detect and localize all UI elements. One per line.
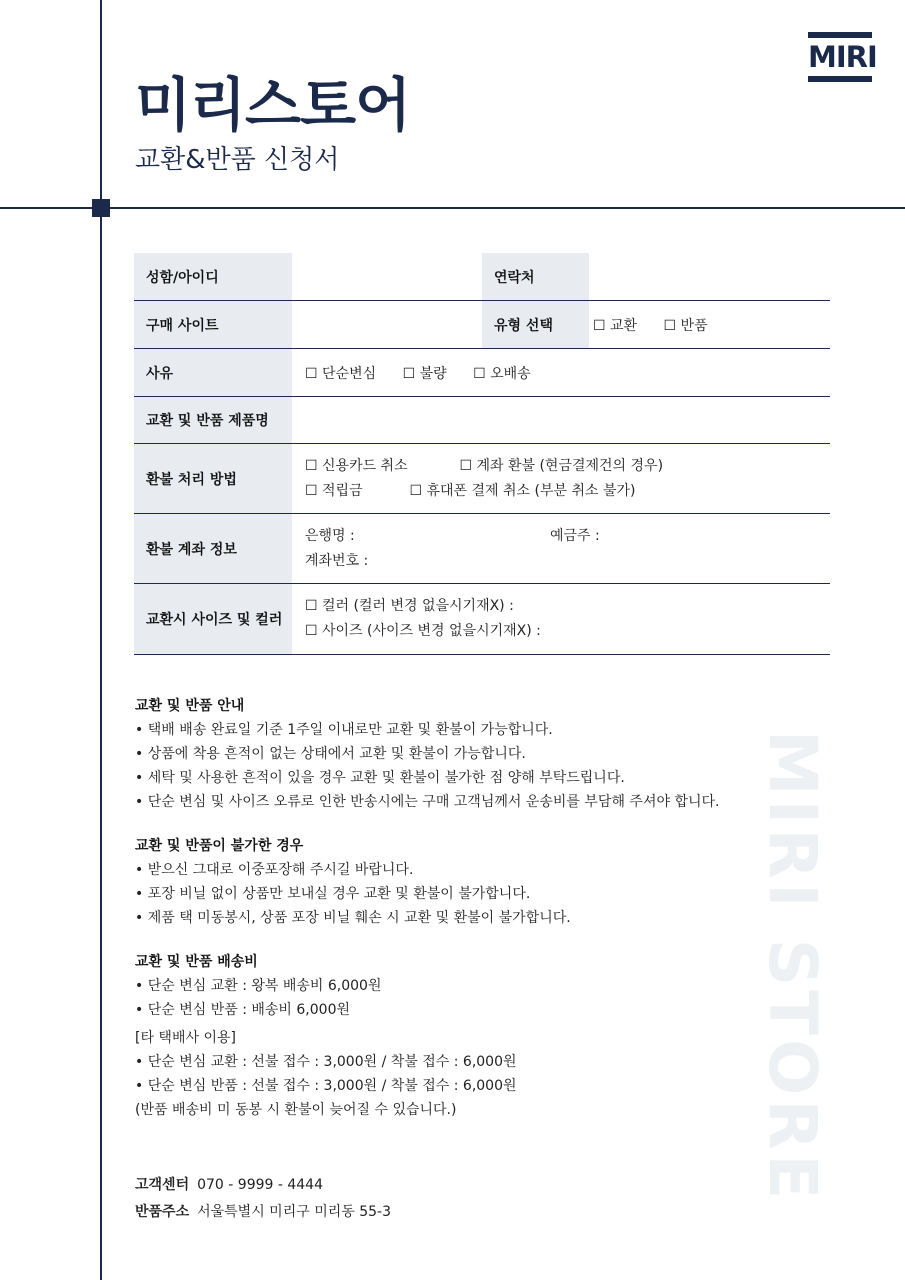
table-row — [134, 514, 830, 584]
vertical-rule — [100, 0, 102, 1280]
list-item: • 단순 변심 교환 : 왕복 배송비 6,000원 — [135, 978, 382, 994]
list-item: • 단순 변심 및 사이즈 오류로 인한 반송시에는 구매 고객님께서 운송비를 부담해 주셔야 합니다. — [135, 794, 720, 810]
refund-method-label: 환불 처리 방법 — [134, 444, 292, 514]
table-row — [134, 444, 830, 514]
center-phone: 070 - 9999 - 4444 — [197, 1177, 323, 1193]
color-checkbox[interactable]: ☐ 컬러 (컬러 변경 없을시기재X) : — [305, 598, 514, 614]
table-row — [134, 253, 830, 301]
size-color-label: 교환시 사이즈 및 컬러 — [134, 584, 292, 655]
exchange-checkbox[interactable]: ☐ 교환 — [593, 317, 638, 334]
list-item: • 제품 택 미동봉시, 상품 포장 비닐 훼손 시 교환 및 환불이 불가합니다. — [135, 910, 571, 926]
notice-section — [135, 694, 835, 814]
horizontal-rule — [0, 207, 905, 209]
phone-field[interactable] — [589, 253, 830, 301]
mobile-payment-checkbox[interactable]: ☐ 휴대폰 결제 취소 (부분 취소 불가) — [409, 482, 636, 499]
credit-card-checkbox[interactable]: ☐ 신용카드 취소 — [305, 457, 408, 474]
misdelivery-checkbox[interactable]: ☐ 오배송 — [473, 365, 531, 382]
points-checkbox[interactable]: ☐ 적립금 — [305, 482, 363, 499]
bank-name-field[interactable]: 은행명 : — [305, 527, 355, 544]
return-checkbox[interactable]: ☐ 반품 — [663, 317, 708, 334]
account-label: 환불 계좌 정보 — [134, 514, 292, 584]
watermark: MIRI STORE — [754, 730, 831, 1204]
type-options — [589, 301, 830, 349]
account-refund-checkbox[interactable]: ☐ 계좌 환불 (현금결제건의 경우) — [459, 457, 664, 474]
refund-options — [292, 444, 830, 514]
impossible-section — [135, 834, 835, 930]
list-item: • 상품에 착용 흔적이 없는 상태에서 교환 및 환불이 가능합니다. — [135, 746, 526, 762]
account-number-field[interactable]: 계좌번호 : — [305, 552, 369, 569]
list-item: • 포장 비닐 없이 상품만 보내실 경우 교환 및 환불이 불가합니다. — [135, 886, 531, 902]
size-checkbox[interactable]: ☐ 사이즈 (사이즈 변경 없을시기재X) : — [305, 623, 541, 639]
notice-title: 교환 및 반품 안내 — [135, 698, 245, 714]
name-field[interactable] — [292, 253, 482, 301]
site-label: 구매 사이트 — [134, 301, 292, 349]
list-item: • 받으신 그대로 이중포장해 주시길 바랍니다. — [135, 862, 414, 878]
guide-section — [135, 694, 835, 1142]
depositor-field[interactable]: 예금주 : — [550, 527, 600, 544]
return-address: 서울특별시 미리구 미리동 55-3 — [197, 1204, 391, 1220]
reason-options — [292, 349, 830, 397]
list-item: • 단순 변심 반품 : 배송비 6,000원 — [135, 1002, 350, 1018]
account-fields — [292, 514, 830, 584]
other-courier-title: [타 택배사 이용] — [135, 1030, 236, 1046]
defect-checkbox[interactable]: ☐ 불량 — [402, 365, 447, 382]
list-item: • 단순 변심 교환 : 선불 접수 : 3,000원 / 착불 접수 : 6,000원 — [135, 1054, 517, 1070]
page-subtitle: 교환&반품 신청서 — [135, 145, 340, 175]
simple-change-checkbox[interactable]: ☐ 단순변심 — [305, 365, 377, 382]
product-field[interactable] — [292, 397, 830, 444]
table-row — [134, 349, 830, 397]
shipping-title: 교환 및 반품 배송비 — [135, 954, 258, 970]
phone-label: 연락처 — [482, 253, 589, 301]
address-label: 반품주소 — [135, 1204, 190, 1220]
site-field[interactable] — [292, 301, 482, 349]
list-item: • 택배 배송 완료일 기준 1주일 이내로만 교환 및 환불이 가능합니다. — [135, 722, 553, 738]
logo-text: MIRI — [808, 40, 877, 74]
page-title: 미리스토어 — [135, 71, 411, 139]
table-row — [134, 301, 830, 349]
reason-label: 사유 — [134, 349, 292, 397]
name-label: 성함/아이디 — [134, 253, 292, 301]
product-label: 교환 및 반품 제품명 — [134, 397, 292, 444]
type-label: 유형 선택 — [482, 301, 589, 349]
size-color-options — [292, 584, 830, 655]
table-row — [134, 397, 830, 444]
impossible-title: 교환 및 반품이 불가한 경우 — [135, 838, 304, 854]
center-label: 고객센터 — [135, 1177, 190, 1193]
table-row — [134, 584, 830, 655]
contact-info — [135, 1172, 391, 1226]
corner-square — [92, 199, 110, 217]
list-item: • 세탁 및 사용한 흔적이 있을 경우 교환 및 환불이 불가한 점 양해 부탁드립니다. — [135, 770, 625, 786]
request-form-table — [134, 253, 830, 655]
shipping-section — [135, 950, 835, 1122]
miri-logo — [808, 32, 877, 82]
list-item: • 단순 변심 반품 : 선불 접수 : 3,000원 / 착불 접수 : 6,000원 — [135, 1078, 517, 1094]
list-item: (반품 배송비 미 동봉 시 환불이 늦어질 수 있습니다.) — [135, 1102, 457, 1118]
